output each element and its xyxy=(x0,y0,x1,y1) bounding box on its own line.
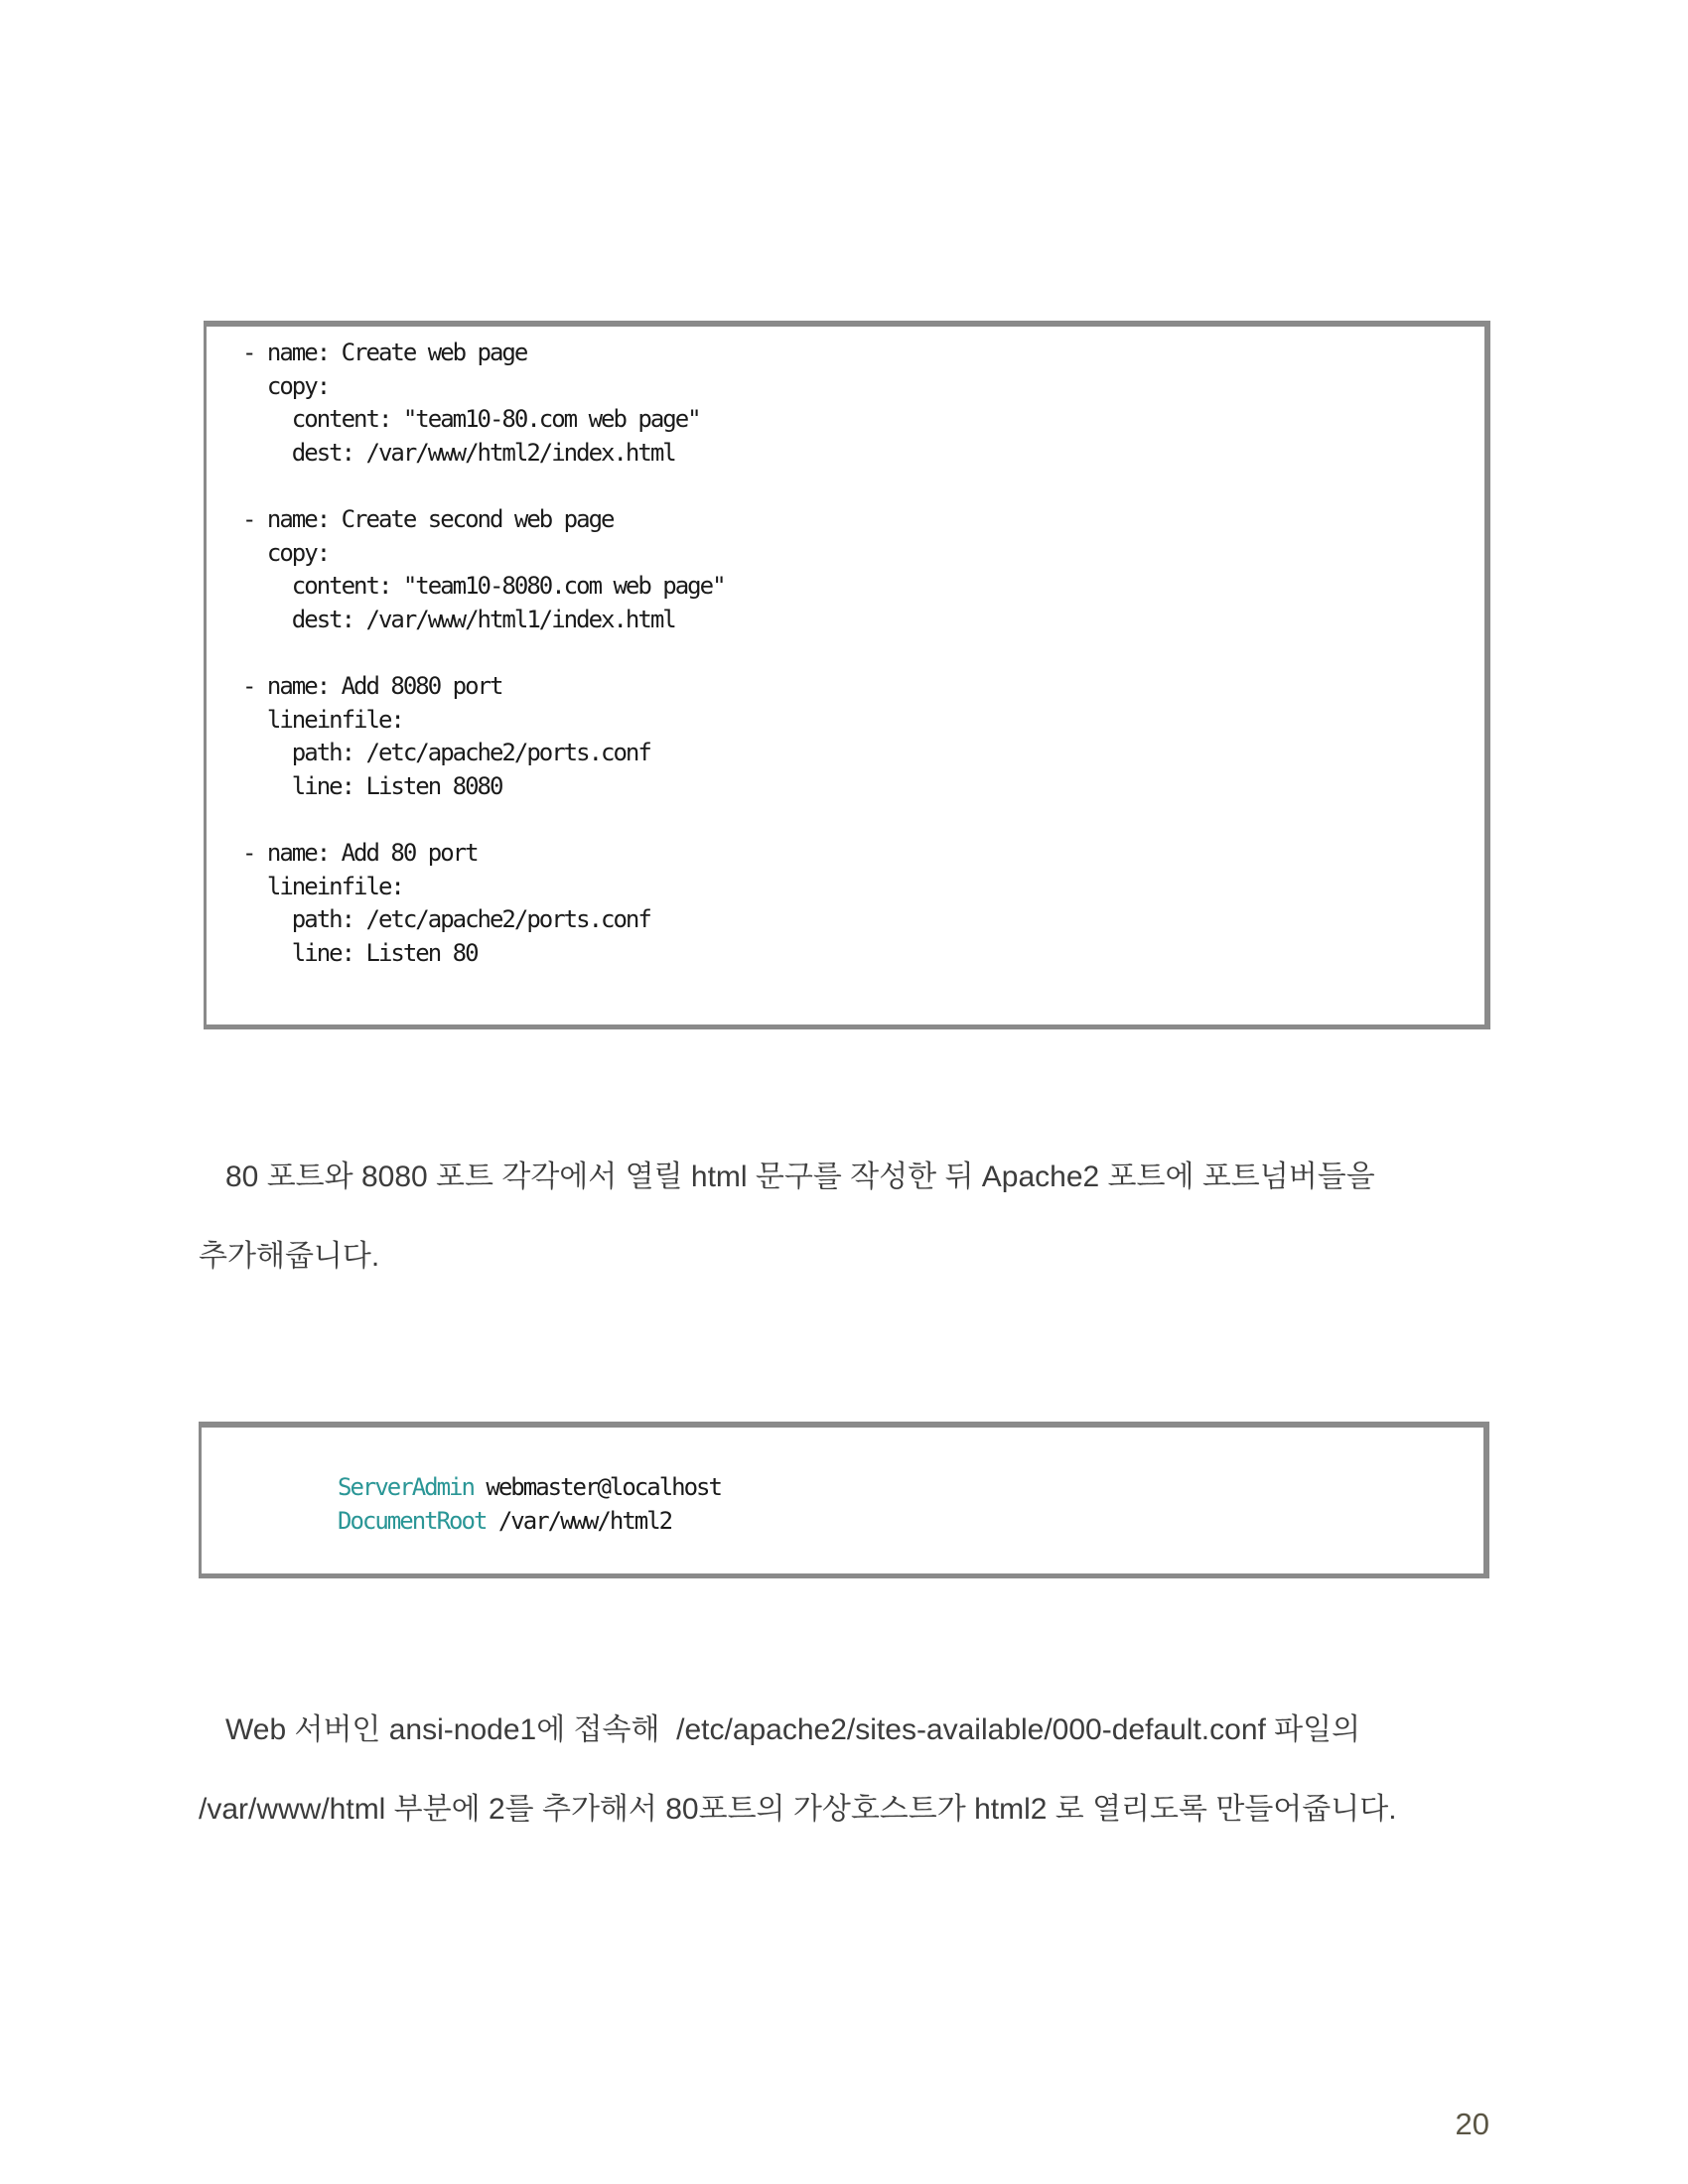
paragraph-line: 80 포트와 8080 포트 각각에서 열릴 html 문구를 작성한 뒤 Apache2 포트에 포트넘버들을 xyxy=(225,1160,1375,1193)
code-line: line: Listen 80 xyxy=(242,938,478,967)
code-line: copy: xyxy=(242,538,330,567)
code-line xyxy=(338,1505,1474,1539)
code-line xyxy=(242,803,1475,837)
config-value: webmaster@localhost xyxy=(473,1473,721,1501)
code-line: line: Listen 8080 xyxy=(242,771,502,800)
code-line: lineinfile: xyxy=(242,872,403,900)
config-value: /var/www/html2 xyxy=(486,1506,672,1535)
code-line: - name: Create second web page xyxy=(242,504,614,533)
page-number: 20 xyxy=(1455,2107,1489,2141)
paragraph-line: /var/www/html 부분에 2를 추가해서 80포트의 가상호스트가 html2 로 열리도록 만들어줍니다. xyxy=(199,1793,1397,1826)
paragraph-line: 추가해줍니다. xyxy=(199,1240,380,1273)
code-line: content: "team10-8080.com web page" xyxy=(242,572,725,601)
config-keyword: DocumentRoot xyxy=(338,1506,487,1535)
code-line xyxy=(338,1471,1474,1505)
paragraph-line: Web 서버인 ansi-node1에 접속해 /etc/apache2/sites-available/000-default.conf 파일의 xyxy=(225,1713,1361,1746)
code-line: dest: /var/www/html1/index.html xyxy=(242,605,675,633)
config-keyword: ServerAdmin xyxy=(338,1473,474,1501)
code-line: dest: /var/www/html2/index.html xyxy=(242,438,675,467)
code-line: lineinfile: xyxy=(242,705,403,734)
code-line xyxy=(242,636,1475,670)
paragraph-webserver-description xyxy=(199,1691,1529,1849)
code-line: content: "team10-80.com web page" xyxy=(242,405,700,434)
code-line: - name: Add 8080 port xyxy=(242,671,502,700)
code-line: copy: xyxy=(242,371,330,400)
code-block-ansible-playbook xyxy=(204,321,1490,1029)
code-line: - name: Add 80 port xyxy=(242,838,478,867)
code-line xyxy=(242,470,1475,503)
code-line: path: /etc/apache2/ports.conf xyxy=(242,905,650,934)
code-line: path: /etc/apache2/ports.conf xyxy=(242,739,650,767)
code-line: - name: Create web page xyxy=(242,339,527,366)
paragraph-port-description xyxy=(199,1138,1529,1297)
code-block-apache-conf xyxy=(199,1422,1489,1578)
